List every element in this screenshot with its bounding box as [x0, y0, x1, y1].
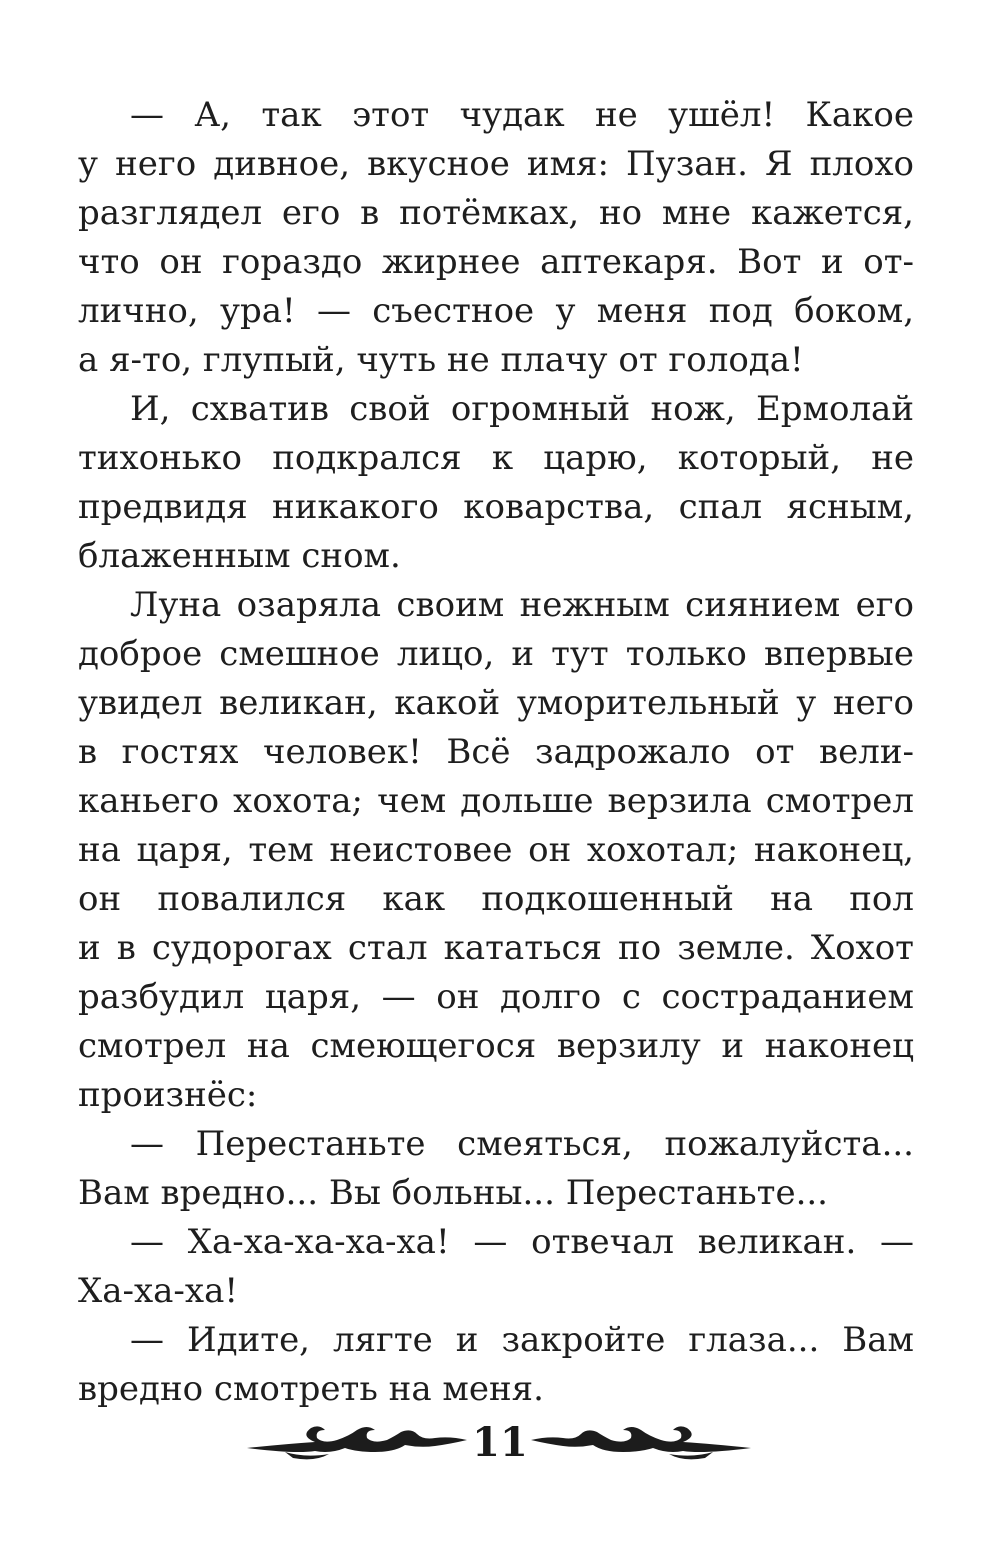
page-footer: [0, 1400, 1000, 1490]
text-line: — Перестаньте смеяться, пожалуйста...: [130, 1124, 914, 1164]
text-line: Луна озаряла своим нежным сиянием его: [130, 585, 914, 625]
text-line: на царя, тем неистовее он хохотал; наконец,: [78, 830, 914, 870]
text-line: он повалился как подкошенный на пол: [78, 879, 914, 919]
flourish-right-icon: [528, 1418, 753, 1468]
text-line: — Идите, лягте и закройте глаза... Вам: [130, 1320, 914, 1360]
text-line: разглядел его в потёмках, но мне кажется,: [78, 193, 914, 233]
text-line: каньего хохота; чем дольше верзила смотрел: [78, 781, 914, 821]
text-line: у него дивное, вкусное имя: Пузан. Я плохо: [78, 144, 914, 184]
text-line: вредно смотреть на меня.: [78, 1369, 544, 1409]
page-number: 11: [472, 1419, 528, 1466]
text-line: И, схватив свой огромный нож, Ермолай: [130, 389, 914, 429]
text-line: блаженным сном.: [78, 536, 401, 576]
text-line: в гостях человек! Всё задрожало от вели-: [78, 732, 914, 772]
text-line: смотрел на смеющегося верзилу и наконец: [78, 1026, 914, 1066]
flourish-left-icon: [245, 1418, 470, 1468]
text-line: — Ха-ха-ха-ха-ха! — отвечал великан. —: [130, 1222, 914, 1262]
text-line: произнёс:: [78, 1075, 258, 1115]
text-line: разбудил царя, — он долго с состраданием: [78, 977, 914, 1017]
text-line: лично, ура! — съестное у меня под боком,: [78, 291, 914, 331]
text-line: Ха-ха-ха!: [78, 1271, 239, 1311]
text-line: и в судорогах стал кататься по земле. Хохот: [78, 928, 914, 968]
text-line: а я-то, глупый, чуть не плачу от голода!: [78, 340, 804, 380]
text-line: что он гораздо жирнее аптекаря. Вот и от-: [78, 242, 914, 282]
text-line: тихонько подкрался к царю, который, не: [78, 438, 914, 478]
text-line: Вам вредно... Вы больны... Перестаньте...: [78, 1173, 828, 1213]
text-line: предвидя никакого коварства, спал ясным,: [78, 487, 914, 527]
text-line: — А, так этот чудак не ушёл! Какое: [130, 95, 914, 135]
text-line: увидел великан, какой уморительный у него: [78, 683, 914, 723]
text-line: доброе смешное лицо, и тут только впервые: [78, 634, 914, 674]
